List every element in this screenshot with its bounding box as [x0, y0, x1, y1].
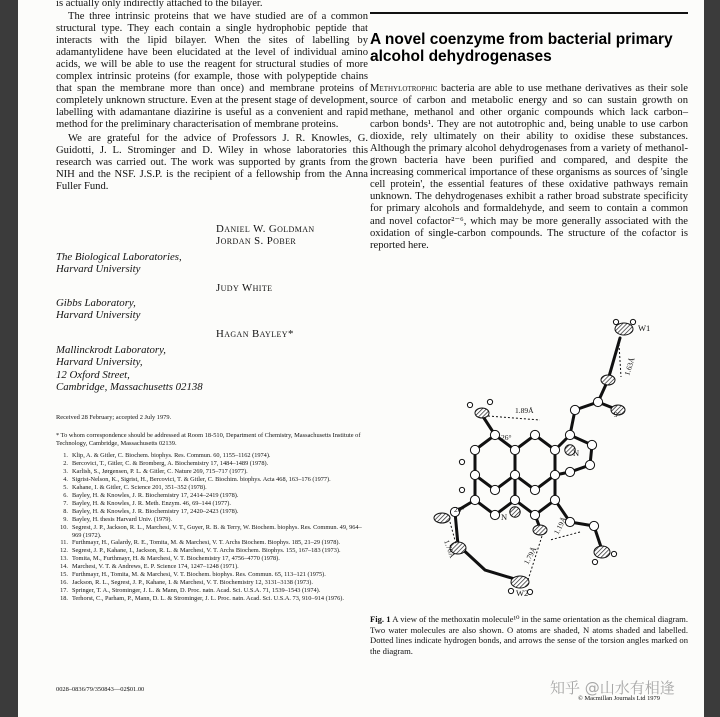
section-rule	[370, 12, 688, 14]
reference-list	[56, 452, 368, 603]
reference-text: Jackson, R. L., Segrest, J. P., Kahane, I. & Marchesi, V. T. Biochemistry 12, 3131–3138 (1973).	[72, 579, 313, 587]
left-column	[56, 0, 368, 193]
article-abstract	[370, 83, 688, 252]
torsion-label: 9°	[614, 410, 621, 419]
torsion-label: 26°	[501, 433, 512, 442]
reference-item	[56, 587, 368, 595]
correspondence-note: * To whom correspondence should be addressed at Room 18-510, Department of Chemistry, Massachusetts Institute of Technology, Cambridge, Massachusetts 02139.	[56, 432, 361, 448]
reference-text: Bayley, H. thesis Harvard Univ. (1979).	[72, 515, 173, 523]
reference-item	[56, 476, 368, 484]
figure-caption	[370, 614, 688, 656]
author-name: Judy White	[216, 282, 273, 294]
distance-label: 1.63Å	[622, 356, 637, 377]
reference-text: Klip, A. & Gitler, C. Biochem. biophys. Res. Commun. 60, 1155–1162 (1974).	[72, 452, 271, 459]
reference-item	[56, 516, 368, 524]
reference-text: Sigrist-Nelson, K., Sigrist, H., Bercovici, T. & Gitler, C. Biochim. biophys. Acta 468, 163–176 (1977).	[72, 475, 331, 483]
distance-label: 1.70Å	[442, 538, 457, 560]
article-title: A novel coenzyme from bacterial primary alcohol dehydrogenases	[370, 31, 673, 65]
reference-text: Marchesi, V. T. & Andrews, E. P. Science 174, 1247–1248 (1971).	[72, 563, 239, 571]
water-label-w1: W1	[638, 323, 651, 333]
reference-text: Segrest, J. P., Jackson, R. L., Marchesi, V. T., Guyer, R. B. & Terry, W. Biochem. biophys. Res. Commun. 49, 964–969 (1972).	[72, 523, 362, 539]
reference-item	[56, 524, 368, 540]
reference-text: Terhorst, C., Parham, P., Mann, D. L. & Strominger, J. L. Proc. natn. Acad. Sci. U.S.A. 73, 910–914 (1976).	[72, 595, 344, 603]
reference-item	[56, 452, 368, 460]
figure-caption-text: A view of the methoxatin molecule¹⁰ in the same orientation as the chemical diagram. Two water molecules are also shown. O atoms are shaded, N atoms shaded and labelled. Dotted lines indicate hydrogen bonds, and arrows the sense of the torsion angles marked on the diagram.	[370, 614, 688, 656]
right-column-body	[370, 83, 688, 252]
paragraph-acknowledgements: We are grateful for the advice of Professors J. R. Knowles, G. Guidotti, J. L. Strominger and D. Wiley in whose laboratories this research was carried out. The work was supported by grants from the NIH and the NSF. J.S.P. is the recipient of a fellowship from the Anna Fuller Fund.	[56, 132, 368, 192]
reference-number: 12.	[60, 547, 68, 555]
journal-page	[18, 0, 704, 717]
reference-number: 2.	[63, 459, 68, 467]
received-date: Received 28 February; accepted 2 July 1979.	[56, 414, 172, 421]
distance-label: 1.89Å	[515, 406, 534, 415]
reference-item	[56, 492, 368, 500]
author-name: Hagan Bayley*	[216, 328, 294, 340]
figure-caption-label: Fig. 1	[370, 614, 391, 624]
reference-text: Tomita, M., Furthmayr, H. & Marchesi, V. T. Biochemistry 17, 4756–4770 (1978).	[72, 555, 280, 563]
reference-text: Segrest, J. P., Kahane, I., Jackson, R. L. & Marchesi, V. T. Archs Biochem. Biophys. 155, 167–183 (1973).	[72, 547, 341, 555]
reference-item	[56, 508, 368, 516]
paragraph-fragment: is actually only indirectly attached to the bilayer.	[56, 0, 263, 9]
reference-number: 8.	[63, 507, 68, 515]
author-name: Jordan S. Pober	[216, 235, 297, 247]
molecule-bonds	[455, 338, 620, 580]
nitrogen-label: N	[573, 448, 580, 458]
reference-text: Bayley, H. & Knowles, J. R. Biochemistry 17, 2420–2423 (1978).	[72, 507, 239, 515]
reference-text: Furthmayr, H., Tomita, M. & Marchesi, V. T. Biochem. biophys. Res. Commun. 65, 113–121 (1975).	[72, 571, 326, 579]
affiliation: Gibbs Laboratory, Harvard University	[56, 297, 141, 322]
torsion-label: 20°	[454, 505, 465, 514]
reference-number: 11.	[60, 539, 68, 547]
reference-number: 5.	[63, 483, 68, 491]
reference-text: Springer, T. A., Strominger, J. L. & Mann, D. Proc. natn. Acad. Sci. U.S.A. 71, 1539–1543 (1974).	[72, 587, 321, 595]
reference-number: 9.	[63, 515, 68, 523]
abstract-text: bacteria are able to use methane derivatives as their sole source of carbon and metabolic energy and so can sustain growth on methane, methanol and other organic compounds which lack carbon–carbon bonds¹. They are not autotrophic and, being unable to use carbon dioxide, rely ultimately on their ability to oxidise these substances. Although the primary alcohol dehydrogenases from a variety of methanol-grown bacteria have been purified and compared, and despite the increasing commerical importance of these organisms as sources of 'single cell protein', the essential features of these oxidative pathways remain unknown. The dehydrogenases exhibit a rather broad substrate specificity for primary alcohols and formaldehyde, and seem to contain a common and novel cofactor²⁻⁶, which may be more generally associated with the oxidation of single-carbon compounds. The structure of the cofactor is reported here.	[370, 83, 688, 251]
reference-item	[56, 547, 368, 555]
reference-number: 1.	[63, 452, 68, 459]
reference-item	[56, 563, 368, 571]
reference-item	[56, 555, 368, 563]
reference-text: Karlish, S., Jørgensen, P. L. & Gitler, C. Nature 269, 715–717 (1977).	[72, 467, 248, 475]
reference-text: Bercovici, T., Gitler, C. & Bromberg, A. Biochemistry 17, 1484–1489 (1978).	[72, 459, 269, 467]
reference-item	[56, 595, 368, 603]
reference-number: 3.	[63, 467, 68, 475]
nitrogen-label: N	[501, 512, 508, 522]
reference-item	[56, 539, 368, 547]
reference-number: 6.	[63, 491, 68, 499]
reference-number: 13.	[60, 555, 68, 563]
watermark-text: 知乎 @山水有相逢	[550, 679, 675, 697]
affiliation: Mallinckrodt Laboratory, Harvard University, 12 Oxford Street, Cambridge, Massachusetts 02138	[56, 344, 203, 394]
reference-item	[56, 468, 368, 476]
reference-number: 18.	[60, 595, 68, 603]
reference-text: Furthmayr, H., Galardy, R. E., Tomita, M. & Marchesi, V. T. Archs Biochem. Biophys. 185, 21–29 (1978).	[72, 539, 341, 547]
reference-text: Bayley, H. & Knowles, J. R. Biochemistry 17, 2414–2419 (1978).	[72, 491, 239, 499]
reference-number: 15.	[60, 571, 68, 579]
copyright-notice: © Macmillan Journals Ltd 1979	[578, 695, 660, 702]
footer-code: 0028–0836/79/350843—02$01.00	[56, 686, 145, 693]
reference-number: 7.	[63, 499, 68, 507]
reference-item	[56, 460, 368, 468]
reference-item	[56, 571, 368, 579]
reference-number: 16.	[60, 579, 68, 587]
reference-number: 10.	[60, 523, 68, 531]
reference-item	[56, 484, 368, 492]
water-label-w2: W2	[516, 588, 529, 598]
author-name: Daniel W. Goldman	[216, 223, 315, 235]
reference-item	[56, 579, 368, 587]
reference-text: Bayley, H. & Knowles, J. R. Meth. Enzym. 46, 69–144 (1977).	[72, 499, 231, 507]
distance-label: 1.79Å	[521, 545, 539, 566]
methoxatin-figure	[370, 300, 688, 605]
reference-number: 4.	[63, 475, 68, 483]
lead-word: Methylotrophic	[370, 83, 438, 94]
reference-text: Kahane, I. & Gitler, C. Science 201, 351–352 (1978).	[72, 483, 207, 491]
reference-number: 17.	[60, 587, 68, 595]
reference-number: 14.	[60, 563, 68, 571]
distance-label: 1.19Å	[551, 515, 569, 536]
affiliation: The Biological Laboratories, Harvard University	[56, 251, 182, 276]
reference-item	[56, 500, 368, 508]
paragraph-proteins: The three intrinsic proteins that we have studied are of a common structural type. They each contain a single hydrophobic peptide that interacts with the lipid bilayer. When the sites of labelling by adamantylidene have been elucidated at the level of individual amino acids, we will be able to use the reagent for structural studies of more complex intrinsic proteins (for example, those with polypeptide chains that span the membrane more than once) and membrane proteins of completely unknown structure. Even at the present stage of development, labelling with adamantane diazirine is useful as a convenient and rapid method for the preliminary characterisation of membrane proteins.	[56, 11, 368, 131]
